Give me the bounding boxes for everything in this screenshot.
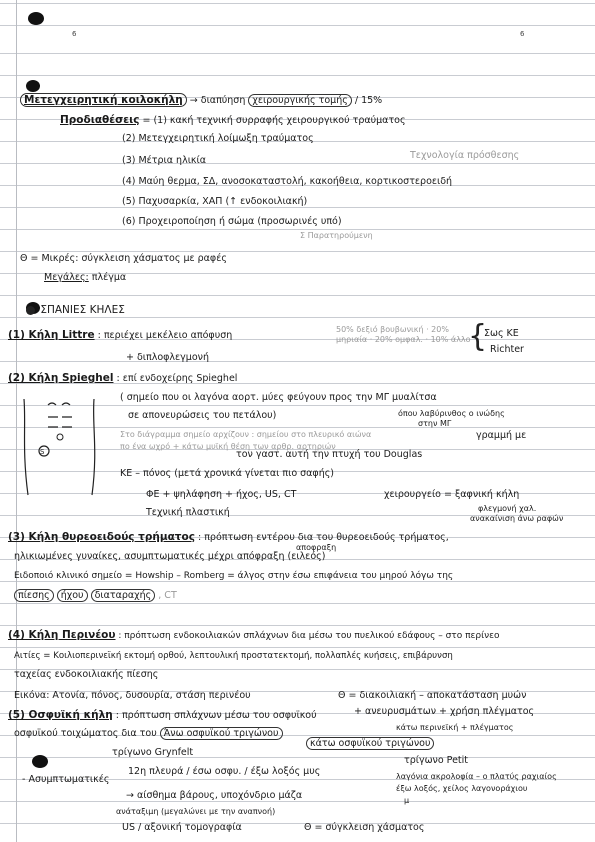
spieghel-mid2: τον γαστ. αυτή την πτυχή του Douglas [236,449,423,460]
lumbar-ke1: → αίσθημα βάρους, υποχόνδριο μάζα [126,790,303,801]
perineal-text2: Αιτίες = Κοιλιοπερινεϊκή εκτομή ορθού, λεπτουλική προστατεκτομή, πολλαπλές κυήσεις, επιβάρυνση [14,651,453,661]
hernia-percent: / 15% [354,95,383,106]
therapy-large: πλέγμα [91,272,127,283]
lumbar-box2-line [306,738,434,750]
therapy-label: Θ = Μικρές: [20,253,79,264]
spieghel-desc2: σε απονευρώσεις του πετάλου) [128,410,277,421]
hernia-title-line [20,94,382,107]
lumbar-text3: τρίγωνο Grynfelt [112,747,194,758]
obturator-text2: ηλικιωμένες γυναίκες, ασυμπτωματικές μέχρι απόφραξη (ειλεός) [14,551,326,562]
obturator-box: διαταραχής [91,589,156,602]
binder-hole [26,80,40,92]
obturator-line [8,531,449,544]
hernia-side-note: Τεχνολογία πρόσθεσης [410,150,520,161]
lumbar-ke2: ανάταξιμη (μεγαλώνει με την αναπνοή) [116,807,276,816]
perineal-text3: ταχείας ενδοκοιλιακής πίεσης [14,669,159,680]
lumbar-text2: οσφυϊκού τοιχώματος δια του [14,728,157,739]
rare-title-line [26,304,125,316]
littre-label: (1) Κήλη Littre [8,329,95,341]
lumbar-therapy: Θ = σύγκλειση χάσματος [304,822,425,833]
spieghel-line [8,372,237,385]
richter-line2: Richter [490,344,524,355]
hernia-arrow-text: → διαπύηση [189,95,246,106]
obturator-text: : πρόπτωση εντέρου δια του θυρεοειδούς τρήματος, [197,532,449,543]
lumbar-text: : πρόπτωση σπλάχνων μέσω του οσφυϊκού [115,710,317,721]
lumbar-text4: τρίγωνο Petit [404,755,469,766]
hernia-factor: (5) Παχυσαρκία, ΧΑΠ (↑ ενδοκοιλιακή) [122,196,308,207]
obturator-box: πίεσης [14,589,54,602]
hernia-factor: (4) Μαύη θερ̣μα, ΣΔ, ανοσοκαταστολή, κακοήθεια, κορτικοστεροειδή [122,176,453,187]
bullet-icon [26,306,35,315]
hernia-factor: (6) Προχειροποίηση ή σώμα (προσωρινές υπό) [122,216,342,227]
spieghel-right5: ανακαίνιση άνω ραφών [470,514,564,523]
spieghel-desc1: ( σημείο που οι λαγόνα αορτ. μύες φεύγουν προς την ΜΓ μυαλίτσα [120,392,437,403]
lumbar-text5: 12η πλευρά / έσω οσφυ. / έξω λοξός μυς [128,766,321,777]
svg-text:S: S [40,448,45,456]
hernia-factor-line [60,114,406,127]
perineal-therapy: Θ = διακοιλιακή – αποκατάσταση μυών [338,690,527,701]
spieghel-text: : επί ενδοχείρης Spieghel [116,373,238,384]
spieghel-right2: στην ΜΓ [418,419,452,428]
brace-icon: { [468,319,488,354]
perineal-line [8,629,500,642]
therapy-large-label: Μεγάλες: [44,272,89,283]
spieghel-right4: φλεγμονή χαλ. [478,504,537,513]
binder-hole [28,12,44,25]
obturator-sign: Ειδοποιό κλινικό σημείο = Howship – Romberg = άλγος στην έσω επιφάνεια του μηρού λόγω της [14,571,454,581]
perineal-label: (4) Κήλη Περινέου [8,629,116,641]
perineal-text: : πρόπτωση ενδοκοιλιακών σπλάχνων δια μέσω του πυελικού εδάφους – στο περίνεο [118,631,500,641]
spieghel-ke: ΚΕ – πόνος (μετά χρονικά γίνεται πιο σαφής) [120,468,335,479]
abdomen-sketch-icon [14,395,106,497]
littre-gray: 50% δεξιό βουβωνική · 20% μηριαία · 20% ομφαλ. · 10% άλλο [336,325,471,344]
spieghel-right1: όπου λαβύρινθος ο ινώδης [398,409,505,418]
spieghel-mid: γραμμή με [476,430,527,441]
lumbar-label: (5) Οσφυϊκή κήλη [8,709,113,721]
spieghel-label: (2) Κήλη Spieghel [8,372,114,384]
obturator-sup: αποφραξη [296,543,337,552]
littre-line [8,329,232,342]
hernia-side-note-2: Σ Παρατηρούμενη [300,231,373,240]
hernia-therapy-large-line [44,272,126,284]
lumbar-right1: λαγόνια ακρολοφία – ο πλατύς ραχιαίος [396,772,557,781]
binder-hole [32,755,48,768]
obturator-boxes [14,590,177,602]
hernia-factor: (2) Μετεγχειρητική λοίμωξη τραύματος [122,133,314,144]
lumbar-ke-label: - Ασυμπτωματικές [22,774,110,785]
richter-line1: Σως ΚΕ [484,328,519,339]
hernia-factor: = (1) κακή τεχνική συρραφής χειρουργικού τραύματος [142,115,406,126]
hernia-therapy-line [20,253,227,265]
perineal-therapy3: κάτω περινεϊκή + πλέγματος [396,723,514,732]
spieghel-mid-gray2: πο ένα ωχρό + κάτω μυϊκή θέση των αρθρ. αρτηριών [120,442,336,451]
obturator-label: (3) Κήλη θυρεοειδούς τρήματος [8,531,195,543]
page-number-left: 6 [72,30,77,38]
lumbar-box: Άνω οσφυϊκού τριγώνου [160,727,283,740]
spieghel-ke3: Τεχνική πλαστική [146,507,230,518]
littre-sub: + διπλοφλεγμονή [126,352,209,363]
therapy-small: σύγκλειση χάσματος με ραφές [81,253,227,264]
page-number-right: 6 [520,30,525,38]
hernia-factor: (3) Μέτρια ηλικία [122,155,206,166]
lumbar-box: κάτω οσφυϊκού τριγώνου [306,737,434,750]
hernia-prognostic-label: Προδιαθέσεις [60,114,140,126]
obturator-box: ήχου [57,589,88,602]
lumbar-ke3: US / αξονική τομογραφία [122,822,242,833]
spieghel-ke2: ΦΕ + ψηλάφηση + ήχος, US, CT [146,489,297,500]
hernia-title: Μετεγχειρητική κοιλοκήλη [20,93,187,107]
lumbar-text2-line [14,728,283,740]
obturator-ct: , CT [158,590,177,601]
lumbar-line [8,709,317,722]
rare-title: ΣΠΑΝΙΕΣ ΚΗΛΕΣ [40,304,125,316]
perineal-therapy2: + ανευρυσμάτων + χρήση πλέγματος [354,706,535,717]
lumbar-right2: έξω λοξός, χείλος λαγονοράχιου [396,784,528,793]
littre-text: : περιέχει μεκέλειο απόφυση [97,330,233,341]
perineal-text4: Εικόνα: Ατονία, πόνος, δυσουρία, στάση περινέου [14,690,251,701]
spieghel-mid-gray: Στο διάγραμμα σημείο αρχίζουν : σημείου στο πλευρικό αιώνα [120,430,372,439]
hernia-boxed: χειρουργικής τομής [248,94,351,107]
spieghel-right3: χειρουργείο = ξαφνική κήλη [384,489,520,500]
lumbar-right3: μ [404,796,410,805]
